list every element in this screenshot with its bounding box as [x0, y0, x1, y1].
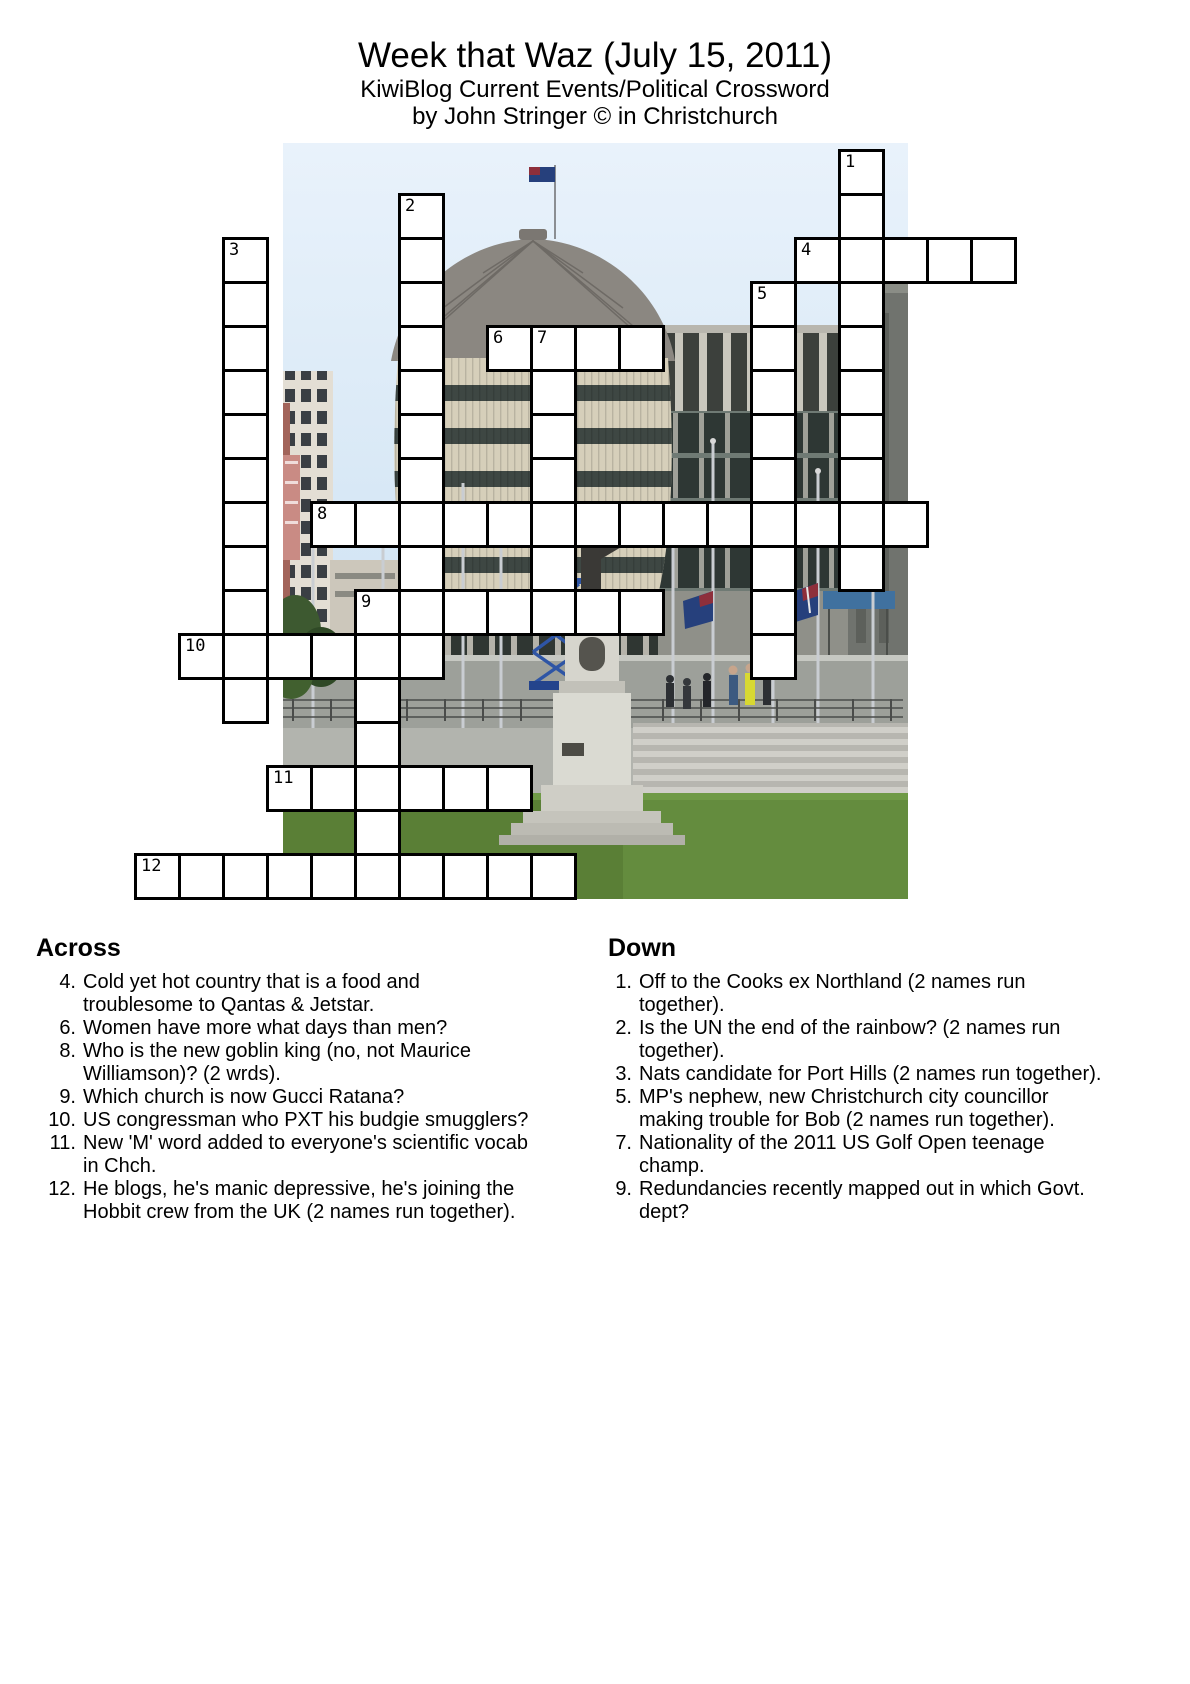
clue-number: 9. [59, 1086, 76, 1108]
grid-cell[interactable] [222, 281, 269, 328]
grid-cell[interactable] [618, 501, 665, 548]
grid-cell[interactable] [222, 457, 269, 504]
grid-cell[interactable] [266, 853, 313, 900]
grid-cell[interactable] [442, 853, 489, 900]
grid-cell[interactable] [266, 765, 313, 812]
grid-cell[interactable] [398, 853, 445, 900]
grid-cell[interactable] [310, 765, 357, 812]
grid-cell[interactable] [354, 765, 401, 812]
grid-cell[interactable] [750, 457, 797, 504]
grid-cell[interactable] [486, 765, 533, 812]
grid-cell[interactable] [618, 589, 665, 636]
cell-number: 1 [845, 152, 856, 172]
grid-cell[interactable] [530, 369, 577, 416]
cell-number: 11 [273, 768, 294, 788]
grid-cell[interactable] [530, 589, 577, 636]
grid-cell[interactable] [838, 501, 885, 548]
grid-cell[interactable] [222, 325, 269, 372]
cell-number: 5 [757, 284, 768, 304]
grid-cell[interactable] [486, 501, 533, 548]
cell-number: 10 [185, 636, 206, 656]
grid-cell[interactable] [970, 237, 1017, 284]
grid-cell[interactable] [354, 501, 401, 548]
grid-cell[interactable] [398, 765, 445, 812]
clue-number: 7. [615, 1132, 632, 1154]
grid-cell[interactable] [530, 457, 577, 504]
grid-cell[interactable] [398, 501, 445, 548]
cell-number: 4 [801, 240, 812, 260]
grid-cell[interactable] [750, 633, 797, 680]
grid-cell[interactable] [750, 501, 797, 548]
grid-cell[interactable] [222, 413, 269, 460]
grid-cell[interactable] [750, 589, 797, 636]
cell-number: 12 [141, 856, 162, 876]
clue-text: MP's nephew, new Christchurch city councillor making trouble for Bob (2 names run together). [639, 1086, 1055, 1131]
clue-number: 11. [49, 1132, 76, 1154]
clue-text: Off to the Cooks ex Northland (2 names run together). [639, 971, 1026, 1016]
grid-cell[interactable] [838, 369, 885, 416]
grid-cell[interactable] [838, 193, 885, 240]
clue-text: Women have more what days than men? [83, 1017, 448, 1039]
grid-cell[interactable] [838, 413, 885, 460]
grid-cell[interactable] [266, 633, 313, 680]
clue-number: 12. [48, 1178, 76, 1200]
grid-cell[interactable] [574, 501, 621, 548]
grid-cell[interactable] [794, 237, 841, 284]
grid-cell[interactable] [838, 545, 885, 592]
grid-cell[interactable] [530, 501, 577, 548]
grid-cell[interactable] [750, 281, 797, 328]
grid-cell[interactable] [838, 457, 885, 504]
grid-cell[interactable] [222, 369, 269, 416]
grid-cell[interactable] [838, 281, 885, 328]
grid-cell[interactable] [882, 501, 929, 548]
grid-cell[interactable] [838, 237, 885, 284]
grid-cell[interactable] [574, 589, 621, 636]
clue-number: 1. [615, 971, 632, 993]
cell-number: 3 [229, 240, 240, 260]
clue-text: Cold yet hot country that is a food and troublesome to Qantas & Jetstar. [83, 971, 420, 1016]
cell-number: 6 [493, 328, 504, 348]
grid-cell[interactable] [398, 457, 445, 504]
grid-cell[interactable] [486, 589, 533, 636]
clue-number: 8. [59, 1040, 76, 1062]
grid-cell[interactable] [442, 765, 489, 812]
grid-cell[interactable] [882, 237, 929, 284]
clue-number: 5. [615, 1086, 632, 1108]
clue-number: 6. [59, 1017, 76, 1039]
clue-number: 9. [615, 1178, 632, 1200]
grid-cell[interactable] [618, 325, 665, 372]
grid-cell[interactable] [838, 325, 885, 372]
grid-cell[interactable] [222, 677, 269, 724]
grid-cell[interactable] [530, 413, 577, 460]
grid-cell[interactable] [794, 501, 841, 548]
grid-cell[interactable] [530, 325, 577, 372]
grid-cell[interactable] [222, 237, 269, 284]
grid-cell[interactable] [398, 369, 445, 416]
grid-cell[interactable] [486, 325, 533, 372]
grid-cell[interactable] [354, 633, 401, 680]
grid-cell[interactable] [706, 501, 753, 548]
grid-cell[interactable] [310, 853, 357, 900]
clue-text: Which church is now Gucci Ratana? [83, 1086, 405, 1108]
grid-cell[interactable] [530, 545, 577, 592]
page-subtitle: KiwiBlog Current Events/Political Crossword [360, 76, 830, 103]
grid-cell[interactable] [222, 545, 269, 592]
grid-cell[interactable] [354, 809, 401, 856]
grid-cell[interactable] [662, 501, 709, 548]
grid-cell[interactable] [442, 501, 489, 548]
grid-cell[interactable] [354, 853, 401, 900]
grid-cell[interactable] [178, 633, 225, 680]
grid-cell[interactable] [398, 237, 445, 284]
grid-cell[interactable] [354, 721, 401, 768]
grid-cell[interactable] [486, 853, 533, 900]
grid-cell[interactable] [750, 545, 797, 592]
clue-text: Who is the new goblin king (no, not Maurice Williamson)? (2 wrds). [83, 1040, 471, 1085]
cell-number: 7 [537, 328, 548, 348]
clue-text: Redundancies recently mapped out in which Govt. dept? [639, 1178, 1085, 1223]
clue-number: 10. [48, 1109, 76, 1131]
clue-text: He blogs, he's manic depressive, he's joining the Hobbit crew from the UK (2 names run together). [83, 1178, 516, 1223]
grid-cell[interactable] [310, 633, 357, 680]
clue-number: 4. [59, 971, 76, 993]
grid-cell[interactable] [310, 501, 357, 548]
grid-cell[interactable] [750, 325, 797, 372]
grid-cell[interactable] [354, 677, 401, 724]
grid-cell[interactable] [750, 369, 797, 416]
clue-number: 3. [615, 1063, 632, 1085]
grid-cell[interactable] [750, 413, 797, 460]
clue-text: Nationality of the 2011 US Golf Open teenage champ. [639, 1132, 1045, 1177]
grid-cell[interactable] [222, 501, 269, 548]
grid-cell[interactable] [398, 633, 445, 680]
grid-cell[interactable] [398, 413, 445, 460]
grid-cell[interactable] [574, 325, 621, 372]
clue-text: Nats candidate for Port Hills (2 names run together). [639, 1063, 1102, 1085]
grid-cell[interactable] [442, 589, 489, 636]
grid-cell[interactable] [178, 853, 225, 900]
grid-cell[interactable] [398, 589, 445, 636]
across-heading: Across [36, 934, 121, 962]
grid-cell[interactable] [530, 853, 577, 900]
cell-number: 8 [317, 504, 328, 524]
cell-number: 9 [361, 592, 372, 612]
grid-cell[interactable] [222, 589, 269, 636]
grid-cell[interactable] [398, 545, 445, 592]
grid-cell[interactable] [134, 853, 181, 900]
down-heading: Down [608, 934, 677, 962]
grid-cell[interactable] [222, 853, 269, 900]
grid-cell[interactable] [838, 149, 885, 196]
cell-number: 2 [405, 196, 416, 216]
clue-number: 2. [615, 1017, 632, 1039]
grid-cell[interactable] [926, 237, 973, 284]
page-title: Week that Waz (July 15, 2011) [357, 36, 832, 75]
grid-cell[interactable] [398, 193, 445, 240]
clue-text: New 'M' word added to everyone's scientific vocab in Chch. [83, 1132, 528, 1177]
grid-cell[interactable] [222, 633, 269, 680]
page-byline: by John Stringer © in Christchurch [412, 103, 778, 130]
grid-cell[interactable] [354, 589, 401, 636]
grid-cell[interactable] [398, 281, 445, 328]
clue-text: US congressman who PXT his budgie smugglers? [83, 1109, 529, 1131]
clue-text: Is the UN the end of the rainbow? (2 names run together). [639, 1017, 1061, 1062]
grid-cell[interactable] [398, 325, 445, 372]
